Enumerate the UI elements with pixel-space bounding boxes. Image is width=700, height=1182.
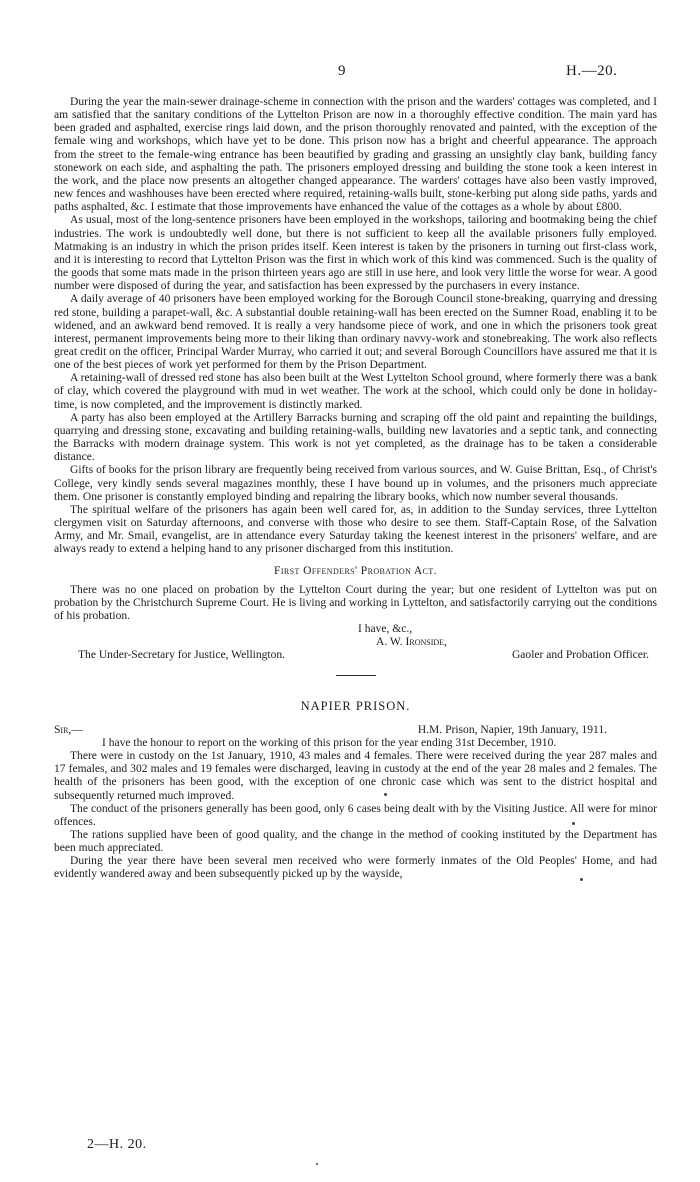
section-divider	[336, 675, 376, 676]
paragraph: A retaining-wall of dressed red stone has also been built at the West Lyttelton School ground, where formerly there was a bank of clay, which covered the playground with mud in wet weather. The work at the school, which could only be done in holiday-time, is now completed, and the improvement is distinctly marked.	[54, 372, 657, 411]
paragraph: During the year the main-sewer drainage-scheme in connection with the prison and the warders' cottages was completed, and I am satisfied that the sanitary conditions of the Lyttelton Prison are now in a thoroughly effective condition. The main yard has been graded and asphalted, exercise rings laid down, and the prison thoroughly renovated and painted, with the exception of the female wing and workshops, which have yet to be done. This prison now has a bright and cheerful appearance. The approach from the street to the female-wing entrance has been beautified by grading and grassing an unsightly clay bank, building fancy stonework on each side, and asphalting the path. The prisoners employed dressing and building the stone took a keen interest in the work, and the place now presents an altogether changed appearance. The warders' cottages have also been vastly improved, new fences and washhouses have been erected where required, retaining-walls built, stone-kerbing put along side paths, yards and paths asphalted, &c. I estimate that those improvements have enhanced the value of the cottages as a whole by about £800.	[54, 96, 657, 214]
first-offenders-heading: First Offenders' Probation Act.	[274, 565, 437, 578]
napier-report	[54, 700, 657, 882]
paragraph: A party has also been employed at the Artillery Barracks burning and scraping off the old paint and repainting the buildings, quarrying and dressing stone, excavating and building retaining-walls, building new lavatories and a septic tank, and connecting the Barracks with modern drainage system. This work is not yet completed, as the drainage has to be taken a considerable distance.	[54, 411, 657, 464]
ink-speck	[316, 1163, 318, 1165]
lyttelton-report	[54, 96, 657, 663]
paragraph: The spiritual welfare of the prisoners has again been well cared for, as, in addition to the Sunday services, three Lyttelton clergymen visit on Saturday afternoons, and converse with those who desire to see them. Staff-Captain Rose, of the Salvation Army, and Mr. Smail, evangelist, are in attendance every Saturday taking the keenest interest in the prisoners' welfare, and are always ready to extend a helping hand to any prisoner discharged from this institution.	[54, 503, 657, 556]
salutation: Sir,—	[54, 723, 83, 736]
signatory-title: Gaoler and Probation Officer.	[511, 649, 649, 662]
paragraph: Gifts of books for the prison library are frequently being received from various sources, and W. Guise Brittan, Esq., of Christ's College, very kindly sends several magazines monthly, these I have bound up in volumes, and the prisoners much appreciate them. One prisoner is constantly employed binding and repairing the library books, which now number several thousands.	[54, 464, 657, 503]
paragraph: The conduct of the prisoners generally has been good, only 6 cases being dealt with by the Visiting Justice. All were for minor offences.	[54, 802, 657, 828]
signature-block	[54, 649, 657, 662]
page-number: 9	[338, 63, 346, 79]
closing-line: I have, &c.,	[358, 623, 413, 636]
paragraph: The rations supplied have been of good quality, and the change in the method of cooking instituted by the Department has been much appreciated.	[54, 828, 657, 855]
paragraph: There was no one placed on probation by the Lyttelton Court during the year; but one resident of Lyttelton was put on probation by the Christchurch Supreme Court. He is living and working in Lyttelton, and satisfactorily carrying out the conditions of his probation.	[54, 583, 657, 622]
paragraph: There were in custody on the 1st January, 1910, 43 males and 4 females. There were received during the year 287 males and 17 females, and 302 males and 19 females were discharged, leaving in custody at the end of the year 28 males and 2 females. The health of the prisoners has been good, with the exception of one chronic case which was sent to the district hospital and subsequently returned much improved.	[54, 750, 657, 802]
intro-paragraph: I have the honour to report on the working of this prison for the year ending 31st December, 1910.	[102, 736, 557, 749]
addressee: The Under-Secretary for Justice, Wellington.	[78, 649, 286, 662]
salutation-line	[54, 724, 657, 737]
ink-speck	[572, 822, 575, 825]
document-reference: H.—20.	[566, 63, 618, 79]
ink-speck	[384, 793, 387, 796]
signature-mark: 2—H. 20.	[87, 1137, 147, 1152]
paragraph: During the year there have been several men received who were formerly inmates of the Old Peoples' Home, and had evidently wandered away and been subsequently picked up by the wayside,	[54, 855, 657, 881]
dateline: H.M. Prison, Napier, 19th January, 1911.	[417, 723, 607, 736]
paragraph: A daily average of 40 prisoners have been employed working for the Borough Council stone-breaking, quarrying and dressing red stone, building a parapet-wall, &c. A substantial double retaining-wall has been erected on the Sumner Road, enabling it to be widened, and an awkward bend removed. It is really a very handsome piece of work, and one in which the prisoners took great interest, permanent improvements being more to their liking than ordinary navvy-work and stonebreaking. The work also reflects great credit on the officer, Principal Warder Murray, who carried it out; and several Borough Councillors have assured me that it is one of the best pieces of work yet performed for them by the Prison Department.	[54, 293, 657, 372]
ink-speck	[580, 878, 583, 881]
paragraph: As usual, most of the long-sentence prisoners have been employed in the workshops, tailoring and bootmaking being the chief industries. The work is undoubtedly well done, but there is not sufficient to keep all the available prisoners fully employed. Matmaking is an industry in which the prison prides itself. Keen interest is taken by the prisoners in turning out first-class work, and it is interesting to record that Lyttelton Prison was the first in which work of this kind was commenced. Such is the quality of the goods that some mats made in the prison thirteen years ago are still in use here, and look very little the worse for wear. A good number were disposed of during the year, and satisfaction has been expressed by the purchasers in every instance.	[54, 214, 657, 293]
report-body	[54, 96, 657, 882]
napier-title: NAPIER PRISON.	[300, 698, 411, 713]
signatory-name: A. W. Ironside,	[376, 636, 447, 649]
